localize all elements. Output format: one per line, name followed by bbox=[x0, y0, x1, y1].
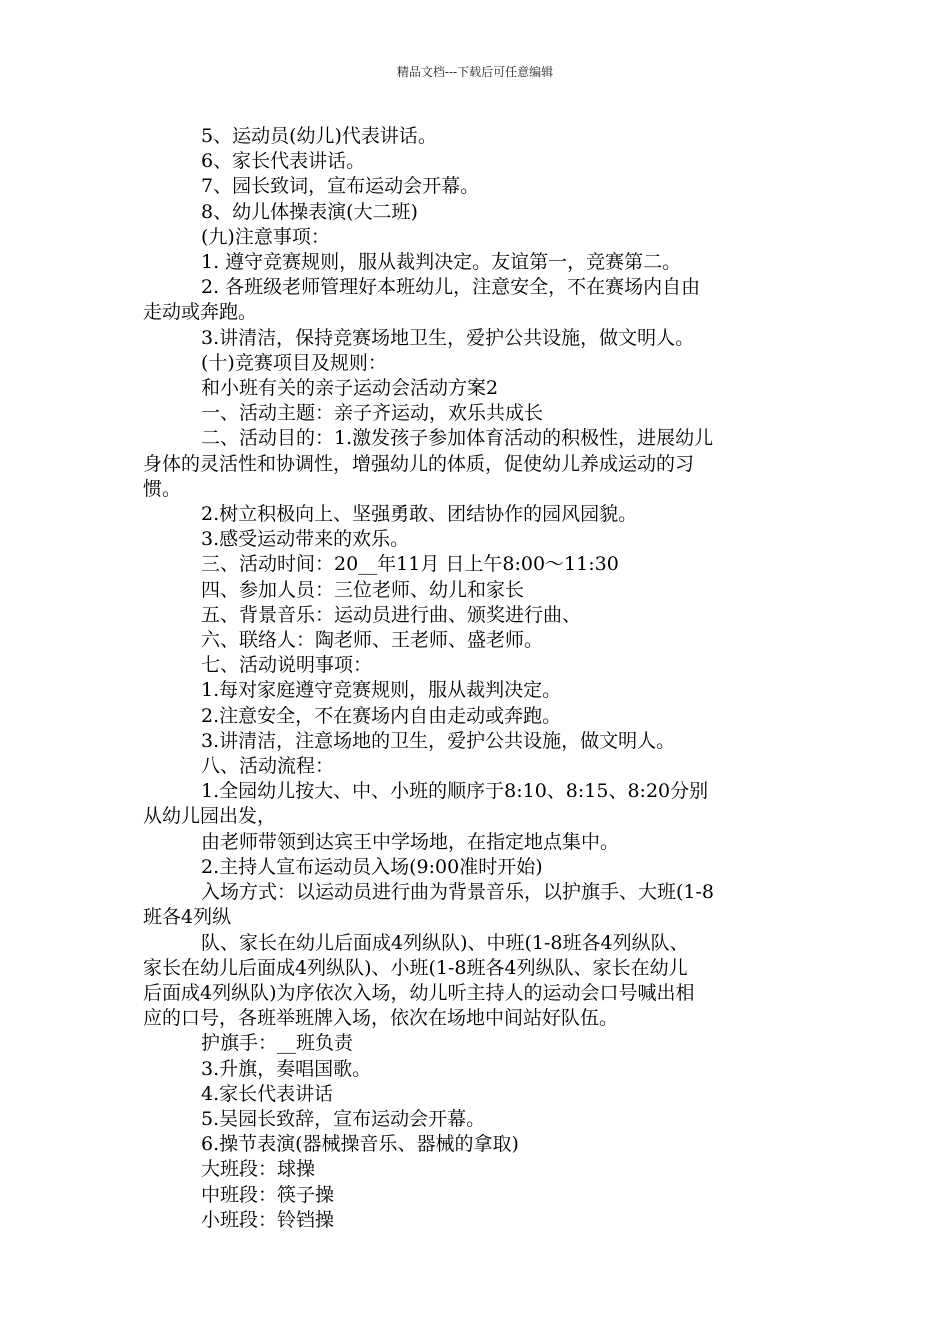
text-line: 护旗手：__班负责 bbox=[201, 1032, 354, 1055]
text-line: 二、活动目的：1.激发孩子参加体育活动的积极性，进展幼儿 bbox=[201, 427, 714, 450]
text-line: 大班段：球操 bbox=[201, 1158, 316, 1181]
text-line: 8、幼儿体操表演(大二班) bbox=[201, 200, 418, 223]
text-line: 从幼儿园出发， bbox=[143, 805, 277, 828]
text-line: 后面成4列纵队)为序依次入场，幼儿听主持人的运动会口号喊出相 bbox=[143, 981, 695, 1004]
text-line: 6、家长代表讲话。 bbox=[201, 150, 366, 173]
text-line: 惯。 bbox=[143, 477, 182, 500]
text-line: 小班段：铃铛操 bbox=[201, 1208, 335, 1231]
text-line: 2.注意安全，不在赛场内自由走动或奔跑。 bbox=[201, 704, 562, 727]
text-line: 5.吴园长致辞，宣布运动会开幕。 bbox=[201, 1107, 486, 1130]
text-line: 应的口号，各班举班牌入场，依次在场地中间站好队伍。 bbox=[143, 1007, 619, 1030]
text-line: 由老师带领到达宾王中学场地，在指定地点集中。 bbox=[201, 830, 620, 853]
text-line: 六、联络人：陶老师、王老师、盛老师。 bbox=[201, 629, 544, 652]
text-line: 五、背景音乐：运动员进行曲、颁奖进行曲、 bbox=[201, 603, 582, 626]
text-line: 1.每对家庭遵守竞赛规则，服从裁判决定。 bbox=[201, 679, 562, 702]
text-line: 中班段：筷子操 bbox=[201, 1183, 335, 1206]
text-line: 1. 遵守竞赛规则，服从裁判决定。友谊第一，竞赛第二。 bbox=[201, 251, 682, 274]
text-line: 八、活动流程： bbox=[201, 755, 335, 778]
text-line: 和小班有关的亲子运动会活动方案2 bbox=[201, 377, 499, 400]
text-line: 七、活动说明事项： bbox=[201, 654, 373, 677]
text-line: 班各4列纵 bbox=[143, 906, 232, 929]
text-line: 5、运动员(幼儿)代表讲话。 bbox=[201, 125, 437, 147]
text-line: 2.树立积极向上、坚强勇敢、团结协作的园风园貌。 bbox=[201, 503, 638, 526]
text-line: 家长在幼儿后面成4列纵队)、小班(1-8班各4列纵队、家长在幼儿 bbox=[143, 956, 688, 979]
text-line: 走动或奔跑。 bbox=[143, 301, 258, 324]
text-line: 入场方式：以运动员进行曲为背景音乐，以护旗手、大班(1-8 bbox=[201, 881, 715, 904]
text-line: 3.感受运动带来的欢乐。 bbox=[201, 528, 410, 551]
text-line: 队、家长在幼儿后面成4列纵队)、中班(1-8班各4列纵队、 bbox=[201, 931, 689, 954]
text-line: (九)注意事项： bbox=[201, 225, 330, 248]
text-line: 7、园长致词，宣布运动会开幕。 bbox=[201, 175, 480, 198]
text-line: 四、参加人员：三位老师、幼儿和家长 bbox=[201, 578, 525, 601]
text-line: 3.升旗，奏唱国歌。 bbox=[201, 1057, 372, 1080]
text-line: 3.讲清洁，保持竞赛场地卫生，爱护公共设施，做文明人。 bbox=[201, 326, 695, 349]
text-line: 2.主持人宣布运动员入场(9:00准时开始) bbox=[201, 855, 543, 878]
document-body bbox=[143, 124, 811, 1233]
text-line: 1.全园幼儿按大、中、小班的顺序于8:10、8:15、8:20分别 bbox=[201, 780, 709, 803]
page-header: 精品文档---下载后可任意编辑 bbox=[396, 65, 554, 79]
text-line: (十)竞赛项目及规则： bbox=[201, 351, 387, 374]
text-line: 3.讲清洁，注意场地的卫生，爱护公共设施，做文明人。 bbox=[201, 729, 676, 752]
text-line: 一、活动主题：亲子齐运动，欢乐共成长 bbox=[201, 402, 544, 425]
text-line: 2. 各班级老师管理好本班幼儿，注意安全，不在赛场内自由 bbox=[201, 276, 701, 299]
text-line: 三、活动时间：20__年11月 日上午8:00～11:30 bbox=[201, 553, 619, 576]
text-line: 6.操节表演(器械操音乐、器械的拿取) bbox=[201, 1133, 519, 1156]
text-line: 身体的灵活性和协调性，增强幼儿的体质，促使幼儿养成运动的习 bbox=[143, 452, 695, 475]
text-line: 4.家长代表讲话 bbox=[201, 1082, 334, 1105]
